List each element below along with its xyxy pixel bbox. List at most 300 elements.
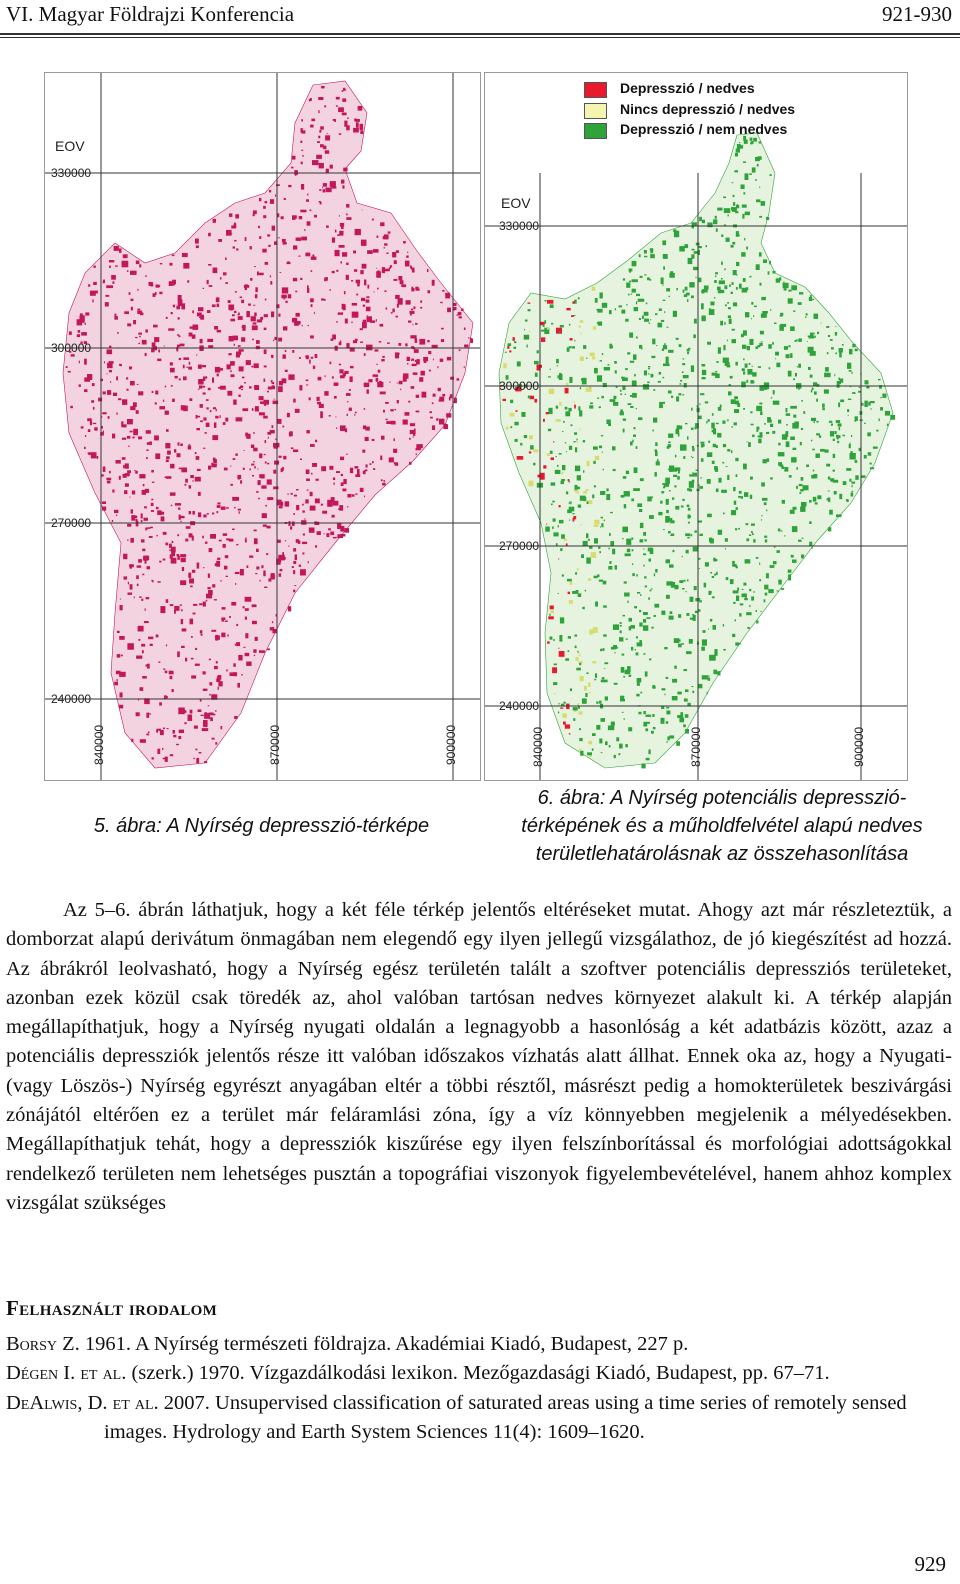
map-patch	[662, 688, 666, 690]
map-patch	[428, 290, 431, 293]
map-patch	[565, 388, 569, 394]
map-patch	[259, 236, 261, 239]
map-patch	[648, 368, 650, 370]
map-patch	[838, 423, 842, 426]
map-patch	[639, 640, 642, 643]
map-patch	[420, 300, 422, 302]
map-patch	[306, 380, 309, 382]
map-patch	[817, 495, 821, 499]
map-patch	[592, 494, 594, 498]
map-patch	[339, 505, 343, 511]
map-patch	[309, 397, 311, 400]
map-patch	[238, 345, 241, 347]
map-patch	[663, 402, 665, 404]
map-patch	[648, 366, 650, 367]
map-patch	[784, 288, 787, 290]
map-patch	[724, 322, 725, 325]
map-patch	[165, 543, 168, 546]
map-patch	[743, 359, 745, 361]
map-patch	[162, 748, 163, 750]
map-patch	[551, 323, 553, 325]
map-patch	[718, 407, 721, 411]
map-patch	[282, 239, 286, 242]
map-patch	[413, 372, 418, 375]
map-patch	[652, 339, 655, 345]
map-patch	[644, 319, 649, 322]
map-patch	[84, 389, 88, 392]
map-patch	[344, 371, 348, 374]
map-patch	[122, 457, 126, 460]
map-patch	[545, 527, 550, 532]
map-patch	[215, 710, 217, 711]
map-patch	[641, 764, 645, 769]
map-patch	[625, 394, 626, 395]
map-patch	[760, 283, 762, 286]
map-patch	[342, 185, 344, 188]
map-patch	[676, 338, 679, 340]
map-patch	[325, 150, 329, 154]
map-patch	[552, 526, 554, 529]
map-patch	[620, 699, 625, 701]
map-patch	[718, 530, 722, 535]
map-patch	[236, 352, 241, 356]
map-patch	[350, 366, 354, 368]
map-patch	[740, 496, 743, 499]
map-patch	[666, 595, 670, 599]
map-patch	[684, 383, 687, 388]
map-patch	[405, 412, 410, 416]
map-patch	[580, 357, 584, 361]
map-patch	[774, 323, 777, 324]
map-patch	[221, 726, 223, 729]
map-patch	[253, 214, 255, 217]
map-patch	[635, 649, 636, 651]
map-patch	[556, 419, 561, 422]
map-patch	[191, 658, 194, 660]
map-patch	[230, 361, 235, 366]
map-patch	[265, 505, 267, 507]
map-patch	[253, 649, 256, 653]
map-patch	[315, 545, 317, 547]
map-patch	[141, 644, 145, 647]
map-patch	[758, 366, 761, 368]
map-patch	[339, 369, 343, 373]
map-patch	[209, 659, 211, 661]
map-patch	[163, 669, 165, 670]
map-patch	[102, 412, 107, 414]
map-patch	[723, 444, 726, 447]
map-patch	[828, 477, 830, 480]
map-patch	[382, 267, 385, 273]
map-patch	[855, 416, 858, 421]
map-patch	[743, 330, 747, 335]
map-patch	[216, 297, 220, 302]
map-patch	[735, 619, 736, 621]
map-patch	[703, 630, 706, 633]
map-patch	[397, 400, 399, 403]
y-tick-label: 330000	[499, 219, 540, 233]
map-patch	[347, 506, 348, 507]
map-patch	[603, 469, 604, 470]
map-patch	[546, 524, 547, 525]
map-patch	[614, 683, 618, 685]
map-patch	[630, 361, 634, 363]
map-patch	[123, 254, 128, 258]
map-patch	[128, 446, 129, 447]
map-patch	[566, 491, 568, 494]
map-patch	[691, 365, 694, 372]
map-patch	[244, 382, 246, 383]
map-patch	[433, 359, 434, 361]
map-patch	[240, 297, 242, 299]
map-patch	[223, 422, 226, 425]
map-patch	[378, 270, 380, 272]
map-patch	[760, 432, 763, 438]
map-patch	[640, 276, 643, 278]
map-patch	[644, 576, 647, 578]
map-patch	[341, 474, 343, 476]
map-patch	[537, 350, 539, 353]
map-patch	[692, 480, 695, 483]
map-patch	[272, 425, 274, 428]
map-patch	[602, 303, 607, 308]
map-patch	[613, 396, 616, 399]
map-patch	[520, 443, 522, 446]
map-patch	[189, 511, 191, 514]
map-patch	[230, 466, 231, 467]
map-patch	[699, 534, 703, 536]
map-patch	[241, 389, 243, 390]
map-patch	[557, 365, 558, 366]
map-patch	[395, 352, 399, 358]
map-patch	[727, 449, 730, 452]
map-patch	[683, 456, 685, 459]
map-patch	[336, 471, 340, 473]
map-patch	[550, 637, 553, 640]
map-patch	[256, 549, 259, 552]
map-patch	[808, 367, 811, 370]
map-patch	[317, 402, 321, 405]
map-patch	[203, 515, 206, 518]
map-patch	[608, 566, 612, 570]
map-patch	[864, 455, 867, 459]
map-patch	[109, 370, 112, 372]
map-patch	[136, 575, 139, 579]
header-rule	[0, 33, 960, 35]
map-patch	[172, 255, 175, 257]
map-patch	[406, 300, 411, 304]
map-patch	[139, 336, 141, 337]
map-patch	[545, 300, 547, 302]
map-patch	[217, 505, 221, 508]
map-patch	[583, 345, 586, 349]
map-patch	[350, 376, 353, 382]
map-patch	[668, 434, 673, 438]
map-patch	[809, 521, 811, 524]
map-patch	[849, 370, 852, 372]
map-patch	[739, 613, 741, 617]
map-patch	[669, 616, 674, 620]
map-patch	[572, 513, 574, 514]
legend-swatch	[584, 103, 607, 119]
map-patch	[357, 469, 360, 475]
map-patch	[179, 358, 181, 360]
map-patch	[155, 453, 160, 459]
map-patch	[826, 464, 830, 467]
map-patch	[198, 307, 203, 311]
map-patch	[227, 364, 231, 369]
map-patch	[568, 592, 571, 594]
map-patch	[652, 714, 654, 717]
map-patch	[720, 321, 723, 326]
map-patch	[274, 399, 276, 400]
map-patch	[713, 444, 716, 447]
map-patch	[707, 342, 711, 345]
map-patch	[252, 325, 258, 330]
map-patch	[200, 404, 203, 408]
map-patch	[84, 377, 90, 381]
map-patch	[685, 591, 686, 592]
map-patch	[177, 534, 179, 536]
map-patch	[778, 462, 782, 466]
map-patch	[127, 643, 133, 650]
map-patch	[795, 373, 797, 377]
map-patch	[260, 317, 263, 320]
map-patch	[293, 570, 295, 574]
map-patch	[782, 500, 785, 504]
map-patch	[734, 396, 738, 399]
map-patch	[246, 360, 251, 365]
map-patch	[258, 498, 260, 499]
map-patch	[267, 234, 270, 236]
map-patch	[295, 291, 297, 293]
map-patch	[755, 157, 760, 161]
map-patch	[639, 509, 642, 512]
map-patch	[601, 396, 604, 398]
map-patch	[727, 302, 729, 304]
map-patch	[674, 585, 678, 590]
map-patch	[551, 610, 554, 613]
map-patch	[715, 467, 718, 472]
map-patch	[773, 401, 780, 405]
map-patch	[578, 706, 580, 709]
map-patch	[761, 482, 765, 486]
map-patch	[283, 326, 287, 330]
map-patch	[640, 594, 641, 596]
map-patch	[296, 489, 299, 490]
map-patch	[303, 534, 305, 536]
map-patch	[93, 282, 97, 285]
map-patch	[569, 346, 572, 348]
legend-label: Nincs depresszió / nedves	[620, 100, 796, 117]
map-patch	[79, 361, 80, 364]
map-patch	[599, 701, 601, 704]
map-patch	[342, 113, 347, 116]
map-patch	[117, 679, 118, 681]
map-patch	[88, 284, 90, 286]
map-patch	[680, 712, 683, 716]
map-patch	[634, 427, 636, 429]
map-patch	[206, 600, 208, 602]
map-patch	[170, 263, 173, 266]
map-patch	[562, 472, 564, 474]
map-patch	[630, 442, 633, 446]
map-patch	[330, 362, 332, 365]
map-patch	[235, 291, 237, 293]
map-patch	[692, 457, 694, 458]
map-patch	[815, 336, 816, 338]
map-patch	[242, 325, 245, 331]
map-patch	[517, 361, 521, 366]
map-patch	[710, 619, 712, 622]
map-patch	[732, 561, 735, 567]
map-patch	[233, 458, 236, 460]
map-patch	[180, 604, 182, 605]
map-patch	[234, 223, 237, 228]
map-patch	[666, 510, 669, 513]
map-patch	[723, 197, 726, 199]
map-patch	[129, 292, 131, 295]
map-patch	[612, 549, 615, 555]
map-patch	[580, 322, 581, 323]
map-patch	[244, 285, 249, 288]
map-patch	[256, 340, 260, 344]
map-patch	[416, 453, 417, 455]
map-patch	[661, 278, 664, 285]
map-patch	[705, 401, 708, 403]
map-patch	[265, 462, 267, 464]
map-patch	[351, 280, 353, 281]
map-patch	[317, 141, 320, 143]
map-patch	[794, 422, 799, 427]
map-patch	[203, 448, 206, 449]
map-patch	[380, 392, 386, 395]
map-patch	[653, 418, 657, 423]
map-patch	[651, 496, 653, 498]
map-patch	[645, 728, 648, 731]
map-patch	[742, 205, 747, 208]
map-patch	[712, 461, 715, 464]
map-patch	[112, 490, 114, 493]
map-patch	[595, 298, 598, 303]
map-patch	[620, 393, 622, 395]
map-patch	[756, 199, 760, 202]
map-patch	[702, 370, 706, 375]
map-patch	[541, 337, 545, 342]
map-patch	[129, 564, 134, 567]
map-patch	[688, 348, 690, 350]
map-patch	[637, 592, 640, 594]
map-patch	[660, 501, 662, 504]
map-patch	[667, 560, 670, 563]
map-patch	[163, 728, 165, 730]
map-patch	[574, 432, 577, 435]
map-patch	[747, 346, 750, 350]
map-patch	[150, 644, 153, 646]
map-patch	[602, 452, 603, 453]
map-patch	[235, 572, 240, 574]
map-patch	[380, 222, 384, 226]
map-patch	[250, 246, 252, 249]
map-patch	[667, 736, 669, 740]
map-patch	[551, 482, 556, 485]
map-patch	[623, 476, 627, 479]
map-patch	[690, 597, 694, 602]
map-patch	[398, 276, 402, 280]
map-patch	[654, 573, 655, 576]
map-patch	[139, 474, 145, 478]
map-patch	[372, 439, 375, 441]
map-patch	[132, 491, 135, 495]
map-patch	[105, 302, 109, 306]
map-patch	[672, 497, 674, 499]
map-patch	[193, 613, 196, 615]
map-patch	[586, 358, 587, 359]
map-patch	[151, 510, 154, 512]
map-patch	[149, 536, 153, 538]
map-patch	[753, 592, 755, 593]
map-patch	[563, 421, 565, 423]
map-patch	[637, 683, 640, 686]
map-patch	[702, 220, 705, 224]
map-patch	[580, 524, 582, 525]
map-patch	[398, 298, 403, 305]
map-patch	[127, 470, 131, 473]
y-tick-label: 270000	[51, 516, 92, 530]
map-patch	[675, 455, 677, 458]
map-patch	[240, 480, 242, 483]
map-patch	[309, 99, 311, 101]
map-patch	[640, 539, 644, 542]
map-patch	[336, 97, 340, 100]
map-patch	[627, 666, 631, 672]
map-patch	[156, 730, 158, 732]
map-patch	[703, 444, 705, 447]
map-patch	[609, 548, 610, 550]
map-patch	[751, 302, 753, 305]
map-patch	[661, 320, 664, 322]
map-patch	[730, 579, 734, 584]
map-patch	[189, 362, 191, 365]
map-patch	[415, 339, 418, 343]
map-patch	[852, 491, 854, 492]
map-patch	[330, 165, 333, 169]
map-patch	[681, 247, 684, 249]
figure-5-caption: 5. ábra: A Nyírség depresszió-térképe	[93, 815, 430, 837]
map-patch	[355, 493, 357, 495]
y-tick-label: 300000	[499, 379, 540, 393]
conference-title: VI. Magyar Földrajzi Konferencia	[6, 2, 295, 26]
map-patch	[533, 449, 538, 452]
map-patch	[288, 493, 289, 495]
map-patch	[593, 461, 596, 464]
map-patch	[649, 323, 650, 324]
map-patch	[529, 435, 533, 439]
map-patch	[579, 326, 581, 328]
map-patch	[170, 554, 173, 559]
map-patch	[715, 275, 716, 277]
map-patch	[353, 128, 359, 133]
map-patch	[722, 462, 724, 464]
map-patch	[817, 332, 819, 334]
map-patch	[367, 316, 373, 322]
map-patch	[343, 479, 346, 484]
map-patch	[702, 316, 706, 322]
map-patch	[614, 652, 616, 653]
map-patch	[702, 377, 706, 379]
map-patch	[356, 294, 358, 296]
map-patch	[251, 464, 254, 466]
